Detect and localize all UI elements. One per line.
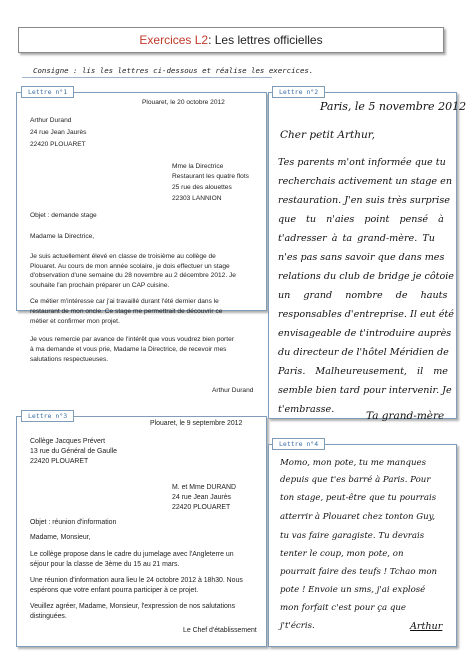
lettre1-objet: Objet : demande stage <box>30 212 97 219</box>
lettre2-signature: Ta grand-mère <box>366 410 445 422</box>
lettre3-signature: Le Chef d'établissement <box>183 627 257 634</box>
lettre2-line-7: relations du club de bridge je côtoie <box>278 271 454 282</box>
consigne-underline <box>22 77 272 78</box>
lettre3-date: Plouaret, le 9 septembre 2012 <box>150 420 243 427</box>
lettre3-p3-line2: distinguées. <box>30 613 67 620</box>
lettre4-line-4: atterrir à Plouaret chez tonton Guy, <box>280 512 436 522</box>
lettre2-line-9: responsables d'entreprise. Il eut été <box>278 309 454 320</box>
lettre1-date: Plouaret, le 20 octobre 2012 <box>142 99 225 106</box>
lettre3-p1-line2: séjour pour la classe de 3ème du 15 au 21 mars. <box>30 561 180 568</box>
lettre2-line-13: semble bien tard pour intervenir. Je <box>278 385 452 396</box>
lettre2-line-8: un grand nombre de hauts <box>278 290 448 301</box>
lettre3-tag: Lettre n°3 <box>21 410 74 422</box>
lettre3-recipient-name: M. et Mme DURAND <box>172 484 236 491</box>
lettre1-sender-name: Arthur Durand <box>30 117 72 124</box>
lettre1-recipient-city: 22303 LANNION <box>172 195 222 202</box>
title-part2: : Les lettres officielles <box>208 33 323 47</box>
lettre2-line-5: t'adresser à ta grand-mère. Tu <box>278 233 435 244</box>
lettre1-p1-line3: d'observation d'une semaine du 28 novembre au 2 décembre 2012. Je <box>30 272 236 279</box>
lettre4-line-1: Momo, mon pote, tu me manques <box>280 458 427 468</box>
lettre1-tag: Lettre n°1 <box>21 86 74 98</box>
lettre3-recipient-city: 22420 PLOUARET <box>172 504 231 511</box>
lettre4-line-6: tenter le coup, mon pote, on <box>280 549 404 559</box>
lettre1-sender-city: 22420 PLOUARET <box>30 141 86 148</box>
lettre2-salutation: Cher petit Arthur, <box>280 129 375 141</box>
lettre1-salutation: Madame la Directrice, <box>30 233 95 240</box>
lettre1-p3-line3: salutations respectueuses. <box>30 356 109 363</box>
lettre3-objet: Objet : réunion d'information <box>30 519 117 526</box>
lettre1-recipient-name: Mme la Directrice <box>172 163 224 170</box>
lettre4-signature: Arthur <box>410 621 443 632</box>
lettre4-line-3: ton stage, peut-être que tu pourrais <box>280 493 437 503</box>
lettre1-p2-line1: Ce métier m'intéresse car j'ai travaillé durant l'été dernier dans le <box>30 298 219 305</box>
consigne: Consigne : lis les lettres ci-dessous et réalise les exercices. <box>33 66 314 75</box>
lettre2-line-2: recherchais activement un stage en <box>278 176 452 187</box>
lettre1-p2-line2: restaurant de mon oncle. Ce stage me permettrait de découvrir ce <box>30 308 223 315</box>
lettre2-line-1: Tes parents m'ont informée que tu <box>278 157 446 168</box>
lettre1-p2-line3: métier et confirmer mon projet. <box>30 318 120 325</box>
lettre1-recipient-company: Restaurant les quatre flots <box>172 173 249 180</box>
lettre3-salutation: Madame, Monsieur, <box>30 534 91 541</box>
lettre3-p1-line1: Le collège propose dans le cadre du jumelage avec l'Angleterre un <box>30 551 234 558</box>
lettre4-tag: Lettre n°4 <box>272 438 325 450</box>
lettre1-p1-line1: Je suis actuellement élevé en classe de troisième au collège de <box>30 253 216 260</box>
lettre2-line-3: restauration. J'en suis très surprise <box>278 195 450 206</box>
lettre2-line-14: t'embrasse. <box>278 404 335 415</box>
lettre4-line-10: j't'écris. <box>280 621 315 631</box>
lettre2-line-6: n'es pas sans savoir que dans mes <box>278 252 445 263</box>
lettre4-line-5: tu vas faire garagiste. Tu devrais <box>280 531 425 541</box>
lettre2-line-10: envisageable de t'introduire auprès <box>278 328 452 339</box>
lettre4-line-2: depuis que t'es barré à Paris. Pour <box>280 475 431 485</box>
page-title <box>18 27 444 53</box>
lettre1-signature: Arthur Durand <box>212 387 254 394</box>
lettre2-line-4: que tu n'aies point pensé à <box>278 214 444 225</box>
lettre1-p3-line2: à ma demande et vous prie, Madame la Directrice, de recevoir mes <box>30 346 227 353</box>
lettre1-p1-line2: Plouaret. Au cours de mon année scolaire, je dois effectuer un stage <box>30 263 230 270</box>
lettre3-p2-line1: Une réunion d'information aura lieu le 24 octobre 2012 à 18h30. Nous <box>30 577 243 584</box>
lettre2-date: Paris, le 5 novembre 2012 <box>320 100 467 113</box>
lettre4-line-8: pote ! Envoie un sms, j'ai explosé <box>280 585 426 595</box>
lettre4-line-9: mon forfait c'est pour ça que <box>280 603 406 613</box>
lettre3-sender-city: 22420 PLOUARET <box>30 458 89 465</box>
lettre3-sender-name: Collège Jacques Prévert <box>30 438 106 445</box>
lettre3-sender-street: 13 rue du Général de Gaulle <box>30 448 117 455</box>
lettre4-line-7: pourrait faire des teufs ! Tchao mon <box>280 567 438 577</box>
lettre2-line-11: du directeur de l'hôtel Méridien de <box>278 347 449 358</box>
lettre2-line-12: Paris. Malheureusement, il me <box>278 366 448 377</box>
lettre2-tag: Lettre n°2 <box>272 86 325 98</box>
lettre3-p3-line1: Veuillez agréer, Madame, Monsieur, l'expression de nos salutations <box>30 603 236 610</box>
lettre1-p1-line4: souhaite l'an prochain préparer un CAP cuisine. <box>30 282 170 289</box>
lettre1-recipient-street: 25 rue des alouettes <box>172 184 232 191</box>
lettre3-p2-line2: espérons que votre enfant pourra participer à ce projet. <box>30 587 199 594</box>
title-part1: Exercices L2 <box>139 33 209 47</box>
lettre3-recipient-street: 24 rue Jean Jaurès <box>172 494 231 501</box>
lettre1-p3-line1: Je vous remercie par avance de l'intérêt que vous voudrez bien porter <box>30 336 234 343</box>
lettre1-sender-street: 24 rue Jean Jaurès <box>30 129 87 136</box>
